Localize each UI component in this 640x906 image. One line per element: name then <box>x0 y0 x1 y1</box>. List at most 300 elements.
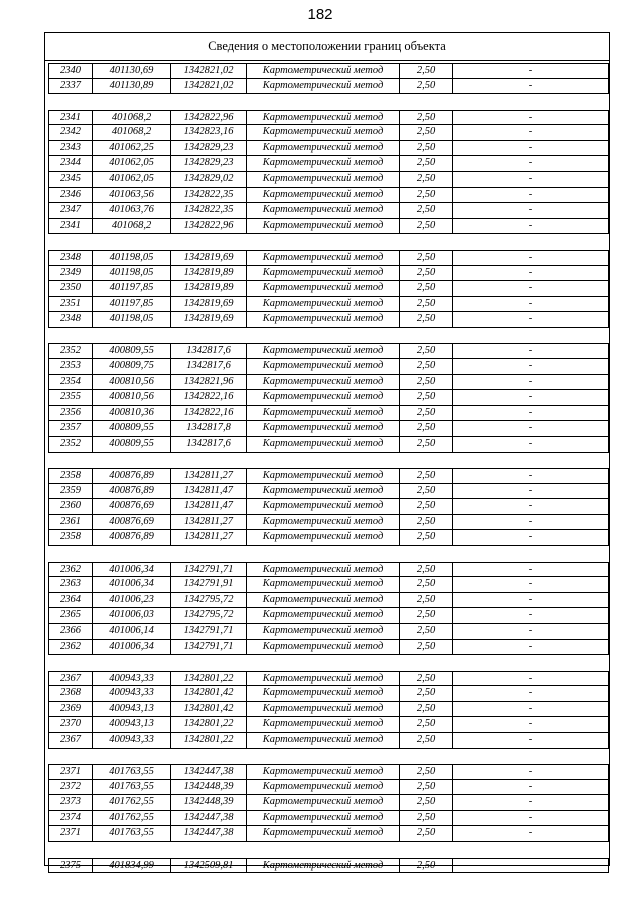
point-number-cell: 2360 <box>49 499 93 514</box>
accuracy-cell: 2,50 <box>400 111 453 125</box>
x-coordinate-cell: 401762,55 <box>93 811 171 826</box>
x-coordinate-cell: 401762,55 <box>93 795 171 810</box>
point-number-cell: 2366 <box>49 624 93 639</box>
method-cell: Картометрический метод <box>247 297 400 312</box>
description-cell: - <box>528 345 533 357</box>
y-coordinate-cell: 1342448,39 <box>171 780 247 795</box>
point-number-cell: 2369 <box>49 702 93 717</box>
x-coordinate-cell: 401006,03 <box>93 608 171 623</box>
y-coordinate-cell: 1342791,71 <box>171 640 247 655</box>
y-coordinate-cell: 1342795,72 <box>171 593 247 608</box>
x-coordinate-cell: 401006,34 <box>93 563 171 577</box>
page-number: 182 <box>307 6 333 23</box>
table-row <box>48 79 609 95</box>
point-number-cell: 2348 <box>49 312 93 327</box>
table-row <box>48 858 609 874</box>
y-coordinate-cell: 1342811,27 <box>171 515 247 530</box>
accuracy-cell: 2,50 <box>400 515 453 530</box>
method-cell: Картометрический метод <box>247 469 400 483</box>
description-cell: - <box>528 780 533 792</box>
y-coordinate-cell: 1342822,35 <box>171 188 247 203</box>
point-number-cell: 2346 <box>49 188 93 203</box>
accuracy-cell: 2,50 <box>400 795 453 810</box>
point-number-cell: 2367 <box>49 672 93 686</box>
accuracy-cell: 2,50 <box>400 188 453 203</box>
description-cell: - <box>528 796 533 808</box>
x-coordinate-cell: 401068,2 <box>93 219 171 234</box>
y-coordinate-cell: 1342822,35 <box>171 203 247 218</box>
y-coordinate-cell: 1342811,27 <box>171 469 247 483</box>
table-row <box>48 188 609 204</box>
description-cell: - <box>528 515 533 527</box>
accuracy-cell: 2,50 <box>400 375 453 390</box>
y-coordinate-cell: 1342817,6 <box>171 344 247 358</box>
point-number-cell: 2340 <box>49 64 93 78</box>
method-cell: Картометрический метод <box>247 826 400 841</box>
point-number-cell: 2344 <box>49 156 93 171</box>
table-row <box>48 266 609 282</box>
method-cell: Картометрический метод <box>247 188 400 203</box>
y-coordinate-cell: 1342447,38 <box>171 765 247 779</box>
accuracy-cell: 2,50 <box>400 717 453 732</box>
table-row <box>48 826 609 842</box>
accuracy-cell: 2,50 <box>400 672 453 686</box>
accuracy-cell: 2,50 <box>400 577 453 592</box>
y-coordinate-cell: 1342822,96 <box>171 111 247 125</box>
method-cell: Картометрический метод <box>247 390 400 405</box>
y-coordinate-cell: 1342801,42 <box>171 702 247 717</box>
method-cell: Картометрический метод <box>247 686 400 701</box>
table-row <box>48 702 609 718</box>
description-cell: - <box>528 484 533 496</box>
point-number-cell: 2358 <box>49 530 93 545</box>
table-row <box>48 343 609 359</box>
y-coordinate-cell: 1342821,02 <box>171 64 247 78</box>
accuracy-cell: 2,50 <box>400 593 453 608</box>
point-number-cell: 2342 <box>49 125 93 140</box>
method-cell: Картометрический метод <box>247 141 400 156</box>
y-coordinate-cell: 1342801,22 <box>171 672 247 686</box>
table-row <box>48 297 609 313</box>
y-coordinate-cell: 1342817,6 <box>171 437 247 452</box>
point-number-cell: 2353 <box>49 359 93 374</box>
accuracy-cell: 2,50 <box>400 281 453 296</box>
x-coordinate-cell: 400876,89 <box>93 484 171 499</box>
table-row <box>48 110 609 126</box>
table-row <box>48 640 609 656</box>
description-cell: - <box>528 188 533 200</box>
accuracy-cell: 2,50 <box>400 780 453 795</box>
table-row <box>48 671 609 687</box>
table-row <box>48 406 609 422</box>
x-coordinate-cell: 401763,55 <box>93 765 171 779</box>
group-separator <box>48 94 609 110</box>
accuracy-cell: 2,50 <box>400 359 453 374</box>
y-coordinate-cell: 1342447,38 <box>171 826 247 841</box>
accuracy-cell: 2,50 <box>400 437 453 452</box>
point-number-cell: 2341 <box>49 111 93 125</box>
y-coordinate-cell: 1342822,96 <box>171 219 247 234</box>
y-coordinate-cell: 1342822,16 <box>171 406 247 421</box>
accuracy-cell: 2,50 <box>400 859 453 873</box>
method-cell: Картометрический метод <box>247 375 400 390</box>
method-cell: Картометрический метод <box>247 484 400 499</box>
description-cell: - <box>528 157 533 169</box>
method-cell: Картометрический метод <box>247 437 400 452</box>
point-number-cell: 2358 <box>49 469 93 483</box>
description-cell: - <box>528 811 533 823</box>
description-cell: - <box>528 375 533 387</box>
y-coordinate-cell: 1342795,72 <box>171 608 247 623</box>
description-cell: - <box>528 204 533 216</box>
group-separator <box>48 655 609 671</box>
method-cell: Картометрический метод <box>247 811 400 826</box>
x-coordinate-cell: 401198,05 <box>93 251 171 265</box>
method-cell: Картометрический метод <box>247 111 400 125</box>
table-row <box>48 125 609 141</box>
accuracy-cell: 2,50 <box>400 172 453 187</box>
method-cell: Картометрический метод <box>247 717 400 732</box>
accuracy-cell: 2,50 <box>400 811 453 826</box>
x-coordinate-cell: 400943,33 <box>93 733 171 748</box>
table-row <box>48 733 609 749</box>
y-coordinate-cell: 1342817,6 <box>171 359 247 374</box>
description-cell: - <box>528 141 533 153</box>
y-coordinate-cell: 1342791,91 <box>171 577 247 592</box>
y-coordinate-cell: 1342819,69 <box>171 251 247 265</box>
point-number-cell: 2345 <box>49 172 93 187</box>
y-coordinate-cell: 1342819,69 <box>171 312 247 327</box>
x-coordinate-cell: 401062,05 <box>93 156 171 171</box>
table-row <box>48 281 609 297</box>
method-cell: Картометрический метод <box>247 859 400 873</box>
point-number-cell: 2352 <box>49 437 93 452</box>
method-cell: Картометрический метод <box>247 266 400 281</box>
method-cell: Картометрический метод <box>247 672 400 686</box>
description-cell: - <box>528 297 533 309</box>
description-cell: - <box>528 422 533 434</box>
x-coordinate-cell: 400876,89 <box>93 469 171 483</box>
y-coordinate-cell: 1342819,89 <box>171 281 247 296</box>
accuracy-cell: 2,50 <box>400 390 453 405</box>
table-row <box>48 499 609 515</box>
description-cell: - <box>528 578 533 590</box>
table-row <box>48 468 609 484</box>
table-row <box>48 156 609 172</box>
method-cell: Картометрический метод <box>247 515 400 530</box>
accuracy-cell: 2,50 <box>400 219 453 234</box>
x-coordinate-cell: 400810,56 <box>93 375 171 390</box>
x-coordinate-cell: 400943,33 <box>93 686 171 701</box>
method-cell: Картометрический метод <box>247 608 400 623</box>
accuracy-cell: 2,50 <box>400 499 453 514</box>
point-number-cell: 2357 <box>49 421 93 436</box>
accuracy-cell: 2,50 <box>400 484 453 499</box>
y-coordinate-cell: 1342801,42 <box>171 686 247 701</box>
point-number-cell: 2372 <box>49 780 93 795</box>
table-row <box>48 811 609 827</box>
accuracy-cell: 2,50 <box>400 125 453 140</box>
point-number-cell: 2368 <box>49 686 93 701</box>
accuracy-cell: 2,50 <box>400 765 453 779</box>
accuracy-cell: 2,50 <box>400 344 453 358</box>
point-number-cell: 2348 <box>49 251 93 265</box>
method-cell: Картометрический метод <box>247 593 400 608</box>
description-cell: - <box>528 406 533 418</box>
x-coordinate-cell: 401068,2 <box>93 111 171 125</box>
accuracy-cell: 2,50 <box>400 141 453 156</box>
point-number-cell: 2341 <box>49 219 93 234</box>
description-cell: - <box>528 360 533 371</box>
y-coordinate-cell: 1342829,23 <box>171 141 247 156</box>
x-coordinate-cell: 401198,05 <box>93 266 171 281</box>
method-cell: Картометрический метод <box>247 421 400 436</box>
x-coordinate-cell: 401063,56 <box>93 188 171 203</box>
description-cell: - <box>528 672 533 684</box>
accuracy-cell: 2,50 <box>400 563 453 577</box>
description-cell: - <box>528 531 533 543</box>
x-coordinate-cell: 401068,2 <box>93 125 171 140</box>
method-cell: Картометрический метод <box>247 64 400 78</box>
description-cell: - <box>528 391 533 403</box>
y-coordinate-cell: 1342801,22 <box>171 717 247 732</box>
accuracy-cell: 2,50 <box>400 312 453 327</box>
x-coordinate-cell: 401130,89 <box>93 79 171 94</box>
x-coordinate-cell: 401763,55 <box>93 826 171 841</box>
description-cell: - <box>528 470 533 482</box>
description-cell: - <box>528 593 533 605</box>
description-cell: - <box>528 126 533 138</box>
table-row <box>48 375 609 391</box>
method-cell: Картометрический метод <box>247 203 400 218</box>
description-cell: - <box>528 733 533 745</box>
description-cell: - <box>528 219 533 231</box>
description-cell: - <box>528 609 533 621</box>
x-coordinate-cell: 400943,33 <box>93 672 171 686</box>
table-row <box>48 780 609 796</box>
point-number-cell: 2362 <box>49 640 93 655</box>
accuracy-cell: 2,50 <box>400 624 453 639</box>
accuracy-cell: 2,50 <box>400 266 453 281</box>
y-coordinate-cell: 1342811,27 <box>171 530 247 545</box>
description-cell: - <box>528 437 533 449</box>
accuracy-cell: 2,50 <box>400 406 453 421</box>
table-row <box>48 484 609 500</box>
table-row <box>48 764 609 780</box>
point-number-cell: 2351 <box>49 297 93 312</box>
point-number-cell: 2352 <box>49 344 93 358</box>
method-cell: Картометрический метод <box>247 780 400 795</box>
accuracy-cell: 2,50 <box>400 251 453 265</box>
x-coordinate-cell: 400943,13 <box>93 702 171 717</box>
point-number-cell: 2371 <box>49 826 93 841</box>
table-row <box>48 515 609 531</box>
point-number-cell: 2350 <box>49 281 93 296</box>
method-cell: Картометрический метод <box>247 530 400 545</box>
y-coordinate-cell: 1342817,8 <box>171 421 247 436</box>
description-cell: - <box>528 718 533 730</box>
method-cell: Картометрический метод <box>247 219 400 234</box>
description-cell: - <box>528 65 533 76</box>
method-cell: Картометрический метод <box>247 624 400 639</box>
description-cell: - <box>528 266 533 278</box>
y-coordinate-cell: 1342447,38 <box>171 811 247 826</box>
point-number-cell: 2361 <box>49 515 93 530</box>
description-cell: - <box>528 563 533 575</box>
table-row <box>48 577 609 593</box>
accuracy-cell: 2,50 <box>400 702 453 717</box>
table-row <box>48 608 609 624</box>
y-coordinate-cell: 1342829,23 <box>171 156 247 171</box>
table-row <box>48 312 609 328</box>
method-cell: Картометрический метод <box>247 344 400 358</box>
y-coordinate-cell: 1342811,47 <box>171 499 247 514</box>
table-row <box>48 219 609 235</box>
table-row <box>48 717 609 733</box>
x-coordinate-cell: 401006,34 <box>93 640 171 655</box>
y-coordinate-cell: 1342791,71 <box>171 624 247 639</box>
description-cell: - <box>528 500 533 512</box>
x-coordinate-cell: 401063,76 <box>93 203 171 218</box>
x-coordinate-cell: 401197,85 <box>93 297 171 312</box>
y-coordinate-cell: 1342819,89 <box>171 266 247 281</box>
point-number-cell: 2371 <box>49 765 93 779</box>
accuracy-cell: 2,50 <box>400 608 453 623</box>
description-cell: - <box>528 702 533 714</box>
method-cell: Картометрический метод <box>247 125 400 140</box>
accuracy-cell: 2,50 <box>400 64 453 78</box>
x-coordinate-cell: 400809,75 <box>93 359 171 374</box>
description-cell: - <box>528 79 533 91</box>
description-cell: - <box>528 111 533 123</box>
table-row <box>48 624 609 640</box>
point-number-cell: 2375 <box>49 859 93 873</box>
description-cell: - <box>528 687 533 699</box>
y-coordinate-cell: 1342821,02 <box>171 79 247 94</box>
table-row <box>48 63 609 79</box>
y-coordinate-cell: 1342509,81 <box>171 859 247 873</box>
point-number-cell: 2349 <box>49 266 93 281</box>
point-number-cell: 2373 <box>49 795 93 810</box>
description-cell: - <box>528 624 533 636</box>
table-row <box>48 421 609 437</box>
table-title: Сведения о местоположении границ объекта <box>44 32 610 61</box>
group-separator <box>48 749 609 765</box>
method-cell: Картометрический метод <box>247 640 400 655</box>
table-row <box>48 359 609 375</box>
accuracy-cell: 2,50 <box>400 826 453 841</box>
table-row <box>48 593 609 609</box>
point-number-cell: 2337 <box>49 79 93 94</box>
point-number-cell: 2374 <box>49 811 93 826</box>
x-coordinate-cell: 400809,55 <box>93 437 171 452</box>
x-coordinate-cell: 400876,89 <box>93 530 171 545</box>
method-cell: Картометрический метод <box>247 156 400 171</box>
y-coordinate-cell: 1342822,16 <box>171 390 247 405</box>
table-row <box>48 250 609 266</box>
y-coordinate-cell: 1342819,69 <box>171 297 247 312</box>
x-coordinate-cell: 400876,69 <box>93 515 171 530</box>
table-row <box>48 172 609 188</box>
y-coordinate-cell: 1342448,39 <box>171 795 247 810</box>
accuracy-cell: 2,50 <box>400 297 453 312</box>
point-number-cell: 2370 <box>49 717 93 732</box>
accuracy-cell: 2,50 <box>400 421 453 436</box>
method-cell: Картометрический метод <box>247 172 400 187</box>
y-coordinate-cell: 1342823,16 <box>171 125 247 140</box>
point-number-cell: 2355 <box>49 390 93 405</box>
point-number-cell: 2343 <box>49 141 93 156</box>
x-coordinate-cell: 401006,34 <box>93 577 171 592</box>
x-coordinate-cell: 400809,55 <box>93 421 171 436</box>
group-separator <box>48 328 609 344</box>
accuracy-cell: 2,50 <box>400 79 453 94</box>
accuracy-cell: 2,50 <box>400 203 453 218</box>
accuracy-cell: 2,50 <box>400 686 453 701</box>
description-cell: - <box>528 173 533 185</box>
group-separator <box>48 234 609 250</box>
table-row <box>48 203 609 219</box>
x-coordinate-cell: 400810,36 <box>93 406 171 421</box>
method-cell: Картометрический метод <box>247 312 400 327</box>
method-cell: Картометрический метод <box>247 359 400 374</box>
x-coordinate-cell: 401763,55 <box>93 780 171 795</box>
point-number-cell: 2367 <box>49 733 93 748</box>
method-cell: Картометрический метод <box>247 499 400 514</box>
x-coordinate-cell: 400943,13 <box>93 717 171 732</box>
x-coordinate-cell: 400876,69 <box>93 499 171 514</box>
accuracy-cell: 2,50 <box>400 640 453 655</box>
description-cell: - <box>528 251 533 263</box>
description-cell: - <box>528 766 533 778</box>
x-coordinate-cell: 401197,85 <box>93 281 171 296</box>
x-coordinate-cell: 401198,05 <box>93 312 171 327</box>
point-number-cell: 2356 <box>49 406 93 421</box>
table-row <box>48 530 609 546</box>
x-coordinate-cell: 401062,25 <box>93 141 171 156</box>
method-cell: Картометрический метод <box>247 733 400 748</box>
group-separator <box>48 546 609 562</box>
table-row <box>48 795 609 811</box>
x-coordinate-cell: 401006,23 <box>93 593 171 608</box>
x-coordinate-cell: 400809,55 <box>93 344 171 358</box>
boundary-table-rows <box>48 63 609 873</box>
group-separator <box>48 842 609 858</box>
method-cell: Картометрический метод <box>247 765 400 779</box>
description-cell: - <box>528 282 533 294</box>
method-cell: Картометрический метод <box>247 281 400 296</box>
table-row <box>48 141 609 157</box>
table-row <box>48 390 609 406</box>
method-cell: Картометрический метод <box>247 563 400 577</box>
point-number-cell: 2362 <box>49 563 93 577</box>
table-row <box>48 437 609 453</box>
y-coordinate-cell: 1342791,71 <box>171 563 247 577</box>
table-row <box>48 562 609 578</box>
table-row <box>48 686 609 702</box>
description-cell: - <box>528 859 533 871</box>
x-coordinate-cell: 401006,14 <box>93 624 171 639</box>
y-coordinate-cell: 1342801,22 <box>171 733 247 748</box>
x-coordinate-cell: 400810,56 <box>93 390 171 405</box>
accuracy-cell: 2,50 <box>400 530 453 545</box>
accuracy-cell: 2,50 <box>400 733 453 748</box>
description-cell: - <box>528 313 533 325</box>
accuracy-cell: 2,50 <box>400 156 453 171</box>
x-coordinate-cell: 401130,69 <box>93 64 171 78</box>
description-cell: - <box>528 640 533 652</box>
method-cell: Картометрический метод <box>247 795 400 810</box>
